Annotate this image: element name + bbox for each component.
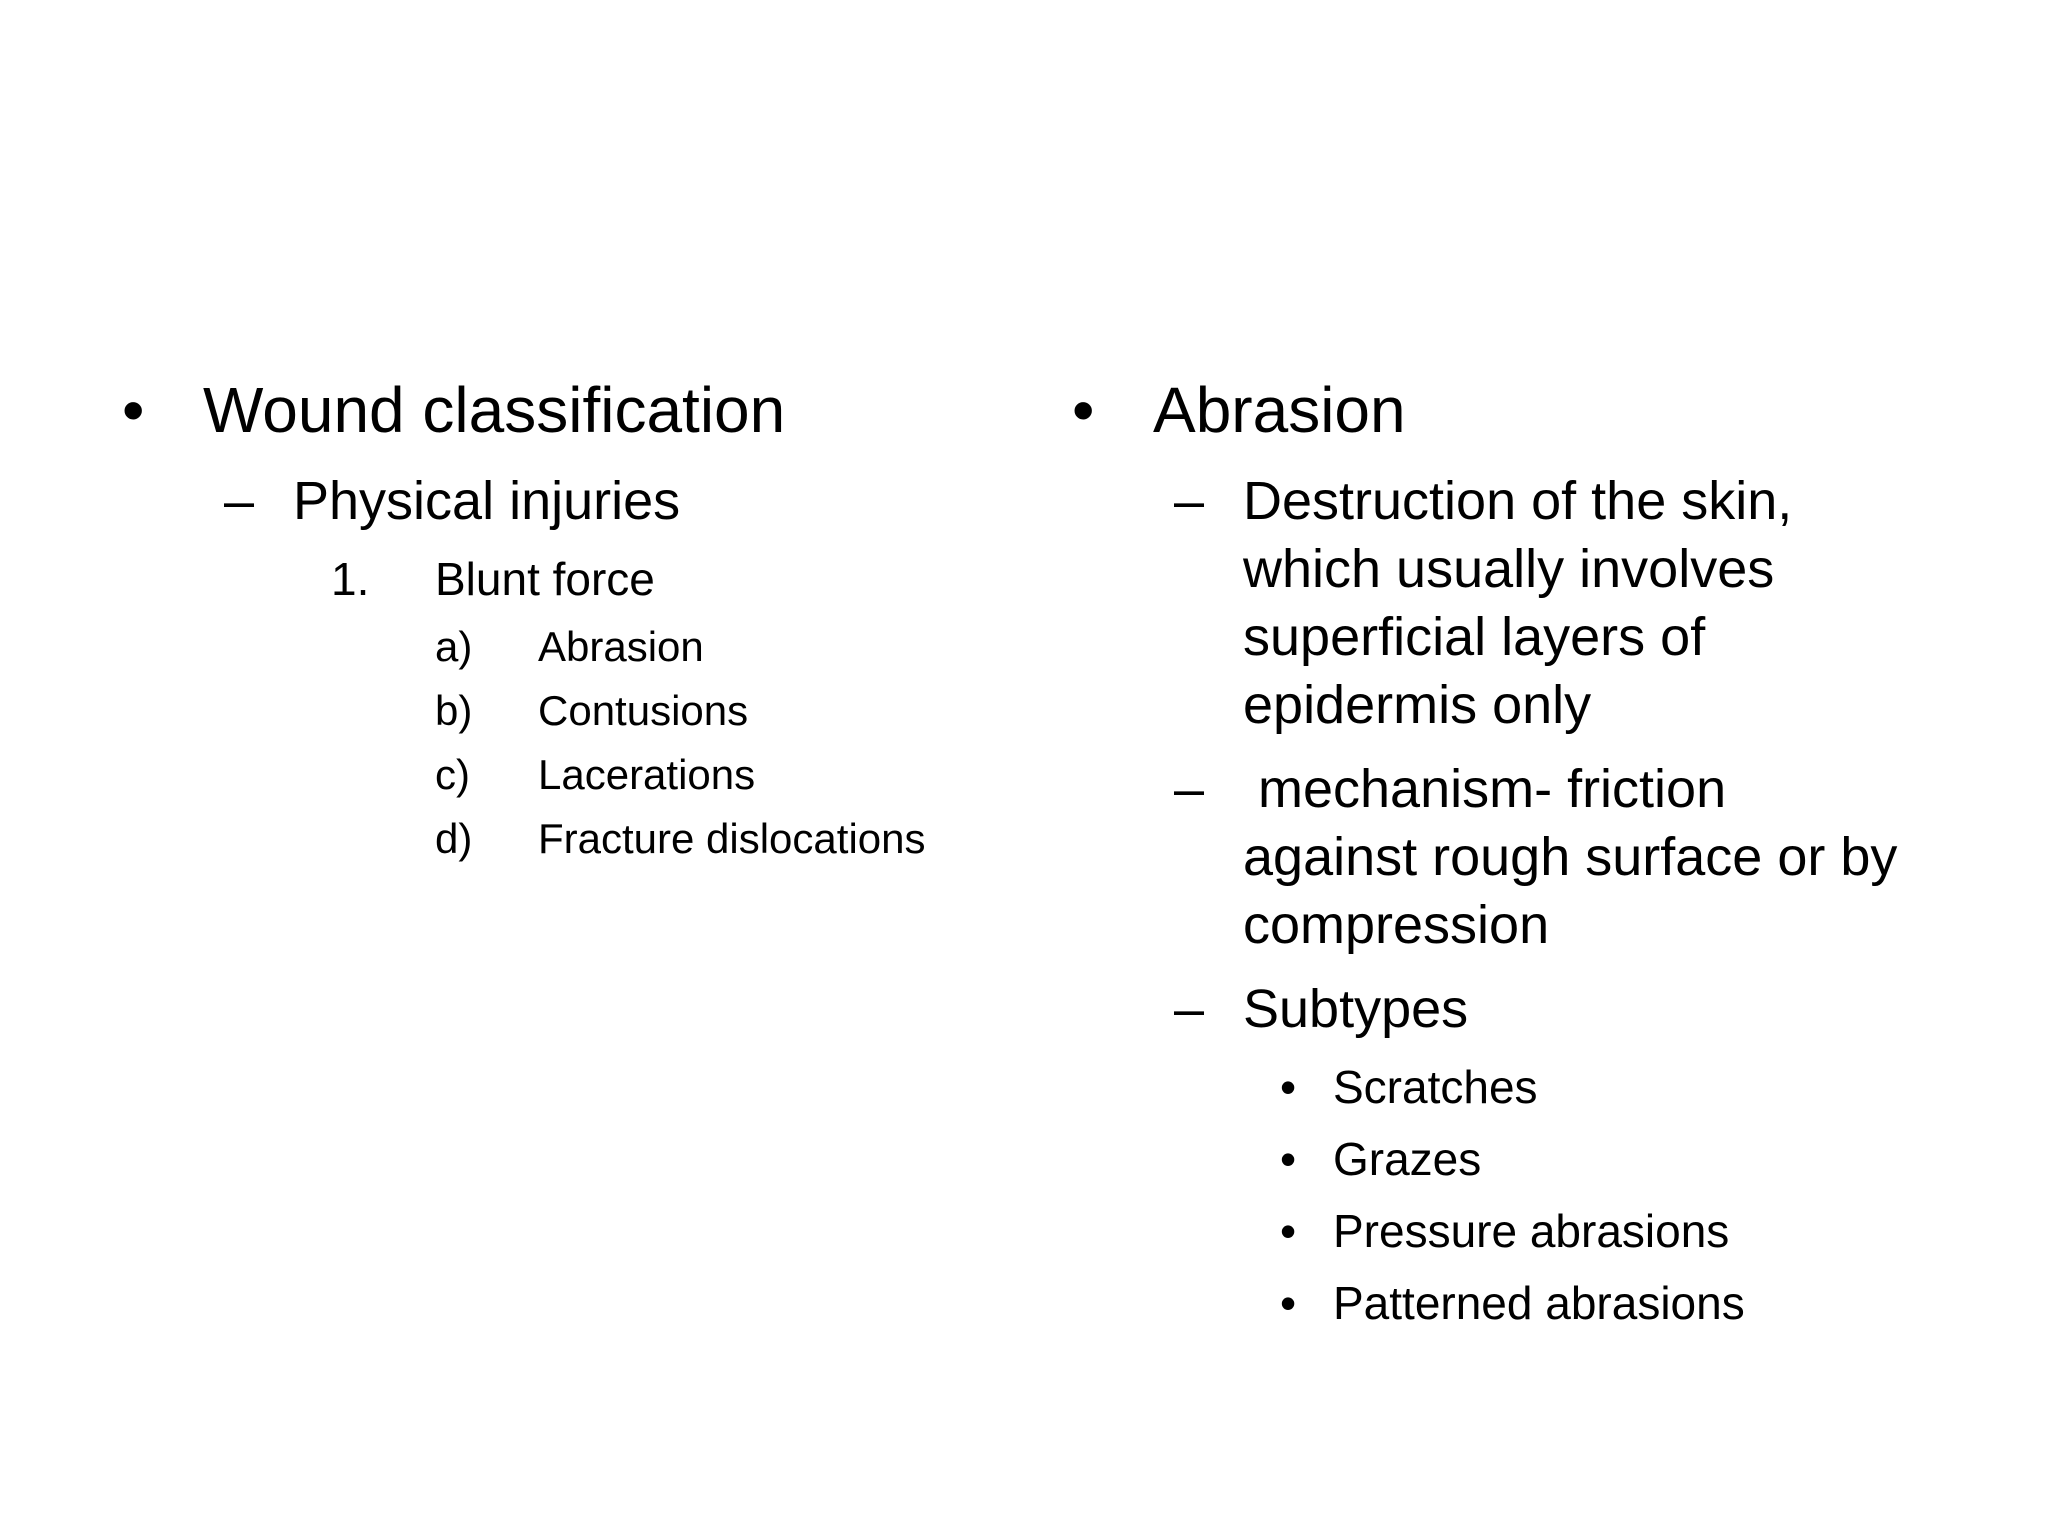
definition-line: Destruction of the skin, <box>1243 471 1793 531</box>
right-heading: Abrasion <box>1153 374 1406 446</box>
dash-marker: – <box>1174 471 1205 531</box>
sub-bullet-marker: • <box>1280 1133 1297 1185</box>
mechanism-line: against rough surface or by <box>1243 827 1898 887</box>
sub-bullet-marker: • <box>1280 1277 1297 1329</box>
list-item: Abrasion <box>538 623 704 670</box>
subtypes-heading: Subtypes <box>1243 979 1469 1039</box>
subtype-item: Grazes <box>1333 1133 1482 1185</box>
mechanism-line: compression <box>1243 895 1550 955</box>
numbered-item: Blunt force <box>435 553 655 605</box>
list-item: Contusions <box>538 687 749 734</box>
mechanism-line: mechanism- friction <box>1258 759 1727 819</box>
definition-line: superficial layers of <box>1243 607 1706 667</box>
list-item: Lacerations <box>538 751 756 798</box>
sub-bullet-marker: • <box>1280 1205 1297 1257</box>
numbered-marker: 1. <box>331 553 370 605</box>
bullet-marker: • <box>1072 374 1095 446</box>
left-heading: Wound classification <box>203 374 786 446</box>
subtype-item: Scratches <box>1333 1061 1538 1113</box>
left-subheading: Physical injuries <box>293 471 681 531</box>
subtype-item: Pressure abrasions <box>1333 1205 1730 1257</box>
dash-marker: – <box>1174 979 1205 1039</box>
bullet-marker: • <box>122 374 145 446</box>
list-item-marker: a) <box>435 623 473 670</box>
dash-marker: – <box>1174 759 1205 819</box>
sub-bullet-marker: • <box>1280 1061 1297 1113</box>
list-item-marker: c) <box>435 751 470 798</box>
list-item: Fracture dislocations <box>538 815 926 862</box>
definition-line: which usually involves <box>1243 539 1775 599</box>
list-item-marker: b) <box>435 687 473 734</box>
subtype-item: Patterned abrasions <box>1333 1277 1745 1329</box>
definition-line: epidermis only <box>1243 675 1592 735</box>
list-item-marker: d) <box>435 815 473 862</box>
dash-marker: – <box>224 471 255 531</box>
